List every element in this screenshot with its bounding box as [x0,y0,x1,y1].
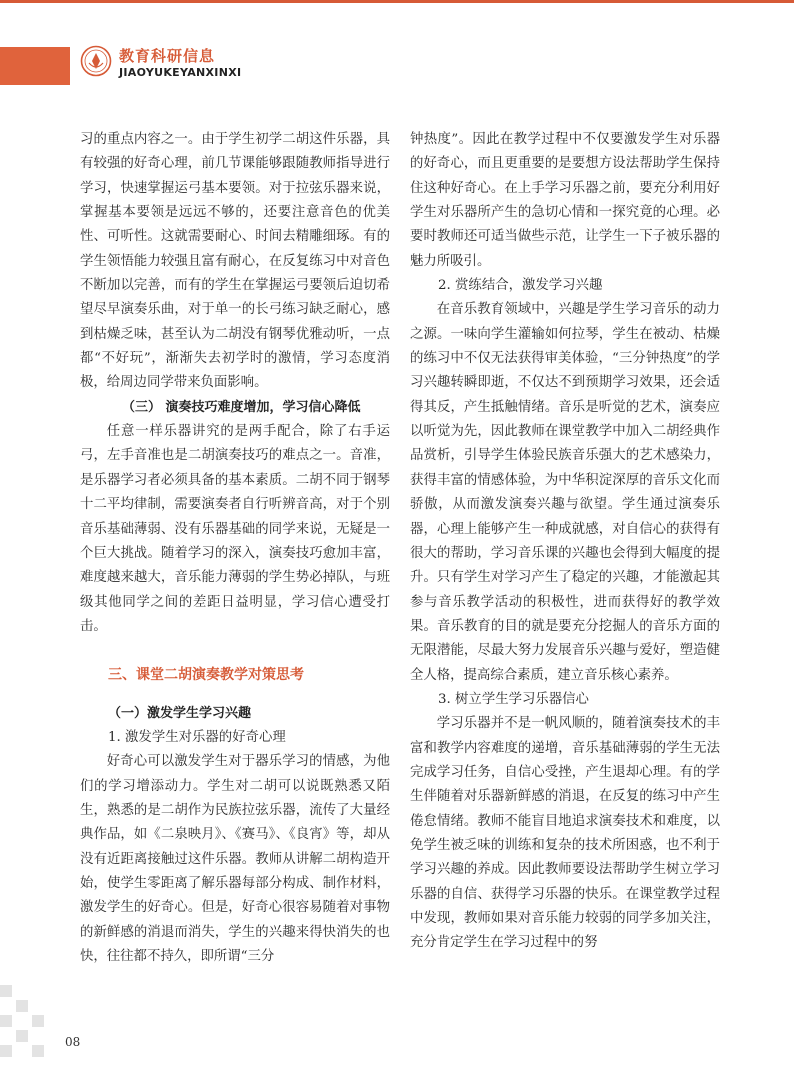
journal-subtitle: JIAOYUKEYANXINXI [119,66,242,79]
circular-emblem-icon [80,45,112,77]
numbered-heading: 1. 激发学生对乐器的好奇心理 [108,729,286,745]
numbered-heading: 2. 赏练结合，激发学习兴趣 [438,278,603,294]
sub-heading: （一）激发学生学习兴趣 [108,705,252,721]
paragraph: 在音乐教育领域中，兴趣是学生学习音乐的动力之源。一味向学生灌输如何拉琴，学生在被动、枯燥的练习中不仅无法获得审美体验，“三分钟热度”的学习兴趣转瞬即逝，不仅达不到预期学习效果，还会适得其反，产生抵触情绪。音乐是听觉的艺术，演奏应以听觉为先，因此教师在课堂教学中加入二胡经典作品赏析，引导学生体验民族音乐强大的艺术感染力，获得丰富的情感体验，为中华积淀深厚的音乐文化而骄傲，从而激发演奏兴趣与欲望。学生通过演奏乐器，心理上能够产生一种成就感，对自信心的获得有很大的帮助，学习音乐课的兴趣也会得到大幅度的提升。只有学生对学习产生了稳定的兴趣，才能激起其参与音乐教学活动的积极性，进而获得好的教学效果。音乐教育的目的就是要充分挖掘人的音乐方面的无限潜能，尽最大努力发展音乐兴趣与爱好，塑造健全人格，提高综合素质，建立音乐核心素养。 [410,302,720,683]
section-heading: 三、课堂二胡演奏教学对策思考 [108,667,304,684]
top-accent-line [0,0,794,3]
paragraph: 好奇心可以激发学生对于器乐学习的情感，为他们的学习增添动力。学生对二胡可以说既熟悉又陌生，熟悉的是二胡作为民族拉弦乐器，流传了大量经典作品，如《二泉映月》、《赛马》、《良宵》等，却从没有近距离接触过这件乐器。教师从讲解二胡构造开始，使学生零距离了解乐器每部分构成、制作材料，激发学生的好奇心。但是，好奇心很容易随着对事物的新鲜感的消退而消失，学生的兴趣来得快消失的也快，往往都不持久，即所谓“三分 [80,754,390,964]
journal-title: 教育科研信息 [119,47,216,65]
numbered-heading: 3. 树立学生学习乐器信心 [438,691,589,707]
sub-heading: （三） 演奏技巧难度增加，学习信心降低 [122,399,361,415]
page-number: 08 [65,1035,81,1049]
header-accent-block [0,47,70,85]
paragraph: 钟热度”。因此在教学过程中不仅要激发学生对乐器的好奇心，而且更重要的是要想方设法帮助学生保持住这种好奇心。在上手学习乐器之前，要充分利用好学生对乐器所产生的急切心情和一探究竟的心理。必要时教师还可适当做些示范，让学生一下子被乐器的魅力所吸引。 [410,132,720,269]
right-column [410,128,720,956]
paragraph: 学习乐器并不是一帆风顺的，随着演奏技术的丰富和教学内容难度的递增，音乐基础薄弱的学生无法完成学习任务，自信心受挫，产生退却心理。有的学生伴随着对乐器新鲜感的消退，在反复的练习中产生倦怠情绪。教师不能盲目地追求演奏技术和难度，以免学生被乏味的训练和复杂的技术所困惑，也不利于学习兴趣的养成。因此教师要设法帮助学生树立学习乐器的自信、获得学习乐器的快乐。在课堂教学过程中发现，教师如果对音乐能力较弱的同学多加关注，充分肯定学生在学习过程中的努 [410,716,720,951]
paragraph: 任意一样乐器讲究的是两手配合，除了右手运弓，左手音准也是二胡演奏技巧的难点之一。音准，是乐器学习者必须具备的基本素质。二胡不同于钢琴十二平均律制，需要演奏者自行听辨音高，对于个别音乐基础薄弱、没有乐器基础的同学来说，无疑是一个巨大挑战。随着学习的深入，演奏技巧愈加丰富，难度越来越大，音乐能力薄弱的学生势必掉队，与班级其他同学之间的差距日益明显，学习信心遭受打击。 [80,424,390,634]
paragraph: 习的重点内容之一。由于学生初学二胡这件乐器，具有较强的好奇心理，前几节课能够跟随教师指导进行学习，快速掌握运弓基本要领。对于拉弦乐器来说，掌握基本要领是远远不够的，还要注意音色的优美性、可听性。这就需要耐心、时间去精雕细琢。有的学生领悟能力较强且富有耐心，在反复练习中对音色不断加以完善，而有的学生在掌握运弓要领后迫切希望尽早演奏乐曲，对于单一的长弓练习缺乏耐心，感到枯燥乏味，甚至认为二胡没有钢琴优雅动听，一点都“不好玩”，渐渐失去初学时的激情，学习态度消极，给周边同学带来负面影响。 [80,132,390,391]
left-column [80,128,390,969]
